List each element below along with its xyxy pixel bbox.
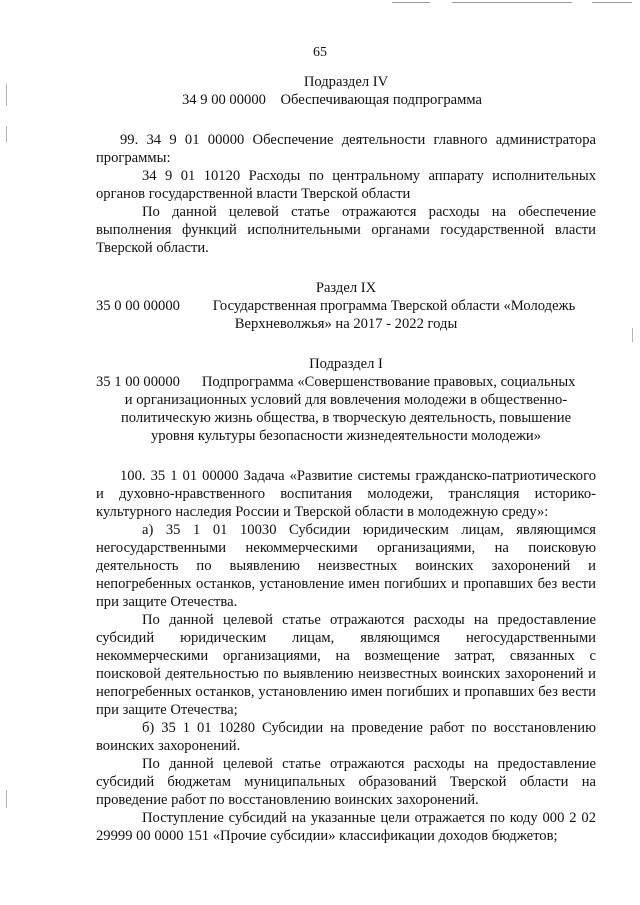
item-100: 100. 35 1 01 00000 Задача «Развитие системы гражданско-патриотического и духовно-нравственного воспитания молодежи, трансляция историко-культурного наследия России и Тверской области в молодежную среду»: xyxy=(96,468,596,520)
item-a-description: По данной целевой статье отражаются расходы на предоставление субсидий юридическим лицам, являющимся негосударственными некоммерческими организациями, на возмещение затрат, связанных с поисковой деятельностью по выявлению неизвестных воинских захоронений и непогребенных останков, установлению имен погибших и пропавших без вести при защите Отечества; xyxy=(96,612,596,718)
item-b-income: Поступление субсидий на указанные цели отражается по коду 000 2 02 29999 00 0000 151 «Прочие субсидии» классификации доходов бюджетов; xyxy=(96,810,596,844)
scan-artifact-line xyxy=(592,2,632,3)
scan-edge-mark xyxy=(6,126,7,142)
subsection-i-code: 35 1 00 00000 xyxy=(96,374,180,390)
section-ix-name-line2: Верхневолжья» на 2017 - 2022 годы xyxy=(234,316,458,332)
scan-artifact-line xyxy=(392,2,430,3)
item-99-description: По данной целевой статье отражаются расходы на обеспечение выполнения функций исполнительными органами государственной власти Тверской области. xyxy=(96,204,596,256)
item-99-sub: 34 9 01 10120 Расходы по центральному аппарату исполнительных органов государственной власти Тверской области xyxy=(96,168,596,202)
subsection-iv-name: Обеспечивающая подпрограмма xyxy=(280,92,482,108)
subsection-i-title: Подраздел I xyxy=(309,356,383,372)
section-ix-title: Раздел IX xyxy=(315,280,377,296)
section-ix-heading xyxy=(96,297,596,315)
section-ix-name-line1: Государственная программа Тверской области «Молодежь xyxy=(212,298,576,314)
document-body xyxy=(96,73,596,845)
item-99: 99. 34 9 01 00000 Обеспечение деятельности главного администратора программы: xyxy=(96,132,596,166)
scan-artifact-line xyxy=(452,2,572,3)
subsection-i-name-line2: и организационных условий для вовлечения молодежи в общественно- xyxy=(124,392,568,408)
subsection-iv-heading xyxy=(96,91,596,109)
subsection-i-name-line4: уровня культуры безопасности жизнедеятельности молодежи» xyxy=(150,428,542,444)
section-ix-code: 35 0 00 00000 xyxy=(96,298,180,314)
subsection-i-heading xyxy=(96,373,596,391)
subsection-i-name-line3: политическую жизнь общества, в творческую деятельность, повышение xyxy=(120,410,572,426)
subsection-iv-title: Подраздел IV xyxy=(303,74,389,90)
item-a: а) 35 1 01 10030 Субсидии юридическим лицам, являющимся негосударственными некоммерческими организациями, на поисковую деятельность по выявлению неизвестных воинских захоронений и непогребенных останков, установление имен погибших и пропавших без вести при защите Отечества. xyxy=(96,522,596,610)
item-b: б) 35 1 01 10280 Субсидии на проведение работ по восстановлению воинских захоронений. xyxy=(96,720,596,754)
scan-edge-mark xyxy=(632,328,633,342)
item-b-description: По данной целевой статье отражаются расходы на предоставление субсидий бюджетам муниципальных образований Тверской области на проведение работ по восстановлению воинских захоронений. xyxy=(96,756,596,808)
scan-edge-mark xyxy=(6,84,7,106)
scan-edge-mark xyxy=(6,790,7,808)
subsection-iv-code: 34 9 00 00000 xyxy=(182,92,266,108)
page-number: 65 xyxy=(313,45,327,60)
subsection-i-name-line1: Подпрограмма «Совершенствование правовых, социальных xyxy=(201,374,576,390)
